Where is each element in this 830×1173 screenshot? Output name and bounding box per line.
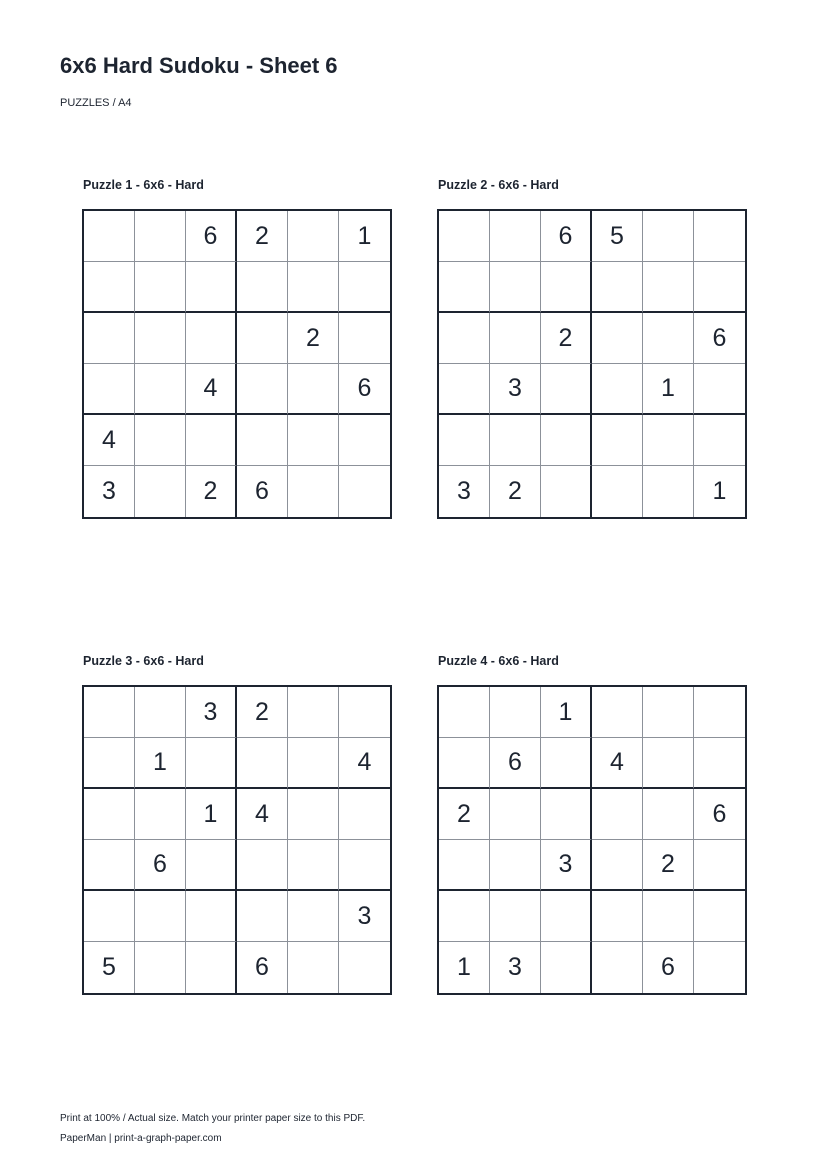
sudoku-cell[interactable]: 3: [339, 891, 390, 942]
sudoku-cell[interactable]: [237, 364, 288, 415]
sudoku-cell[interactable]: 3: [439, 466, 490, 517]
sudoku-cell[interactable]: [135, 313, 186, 364]
sudoku-cell[interactable]: [643, 891, 694, 942]
puzzle-4: [437, 653, 747, 995]
sudoku-cell[interactable]: [541, 415, 592, 466]
sudoku-cell[interactable]: 2: [186, 466, 237, 517]
sudoku-cell[interactable]: [643, 211, 694, 262]
sudoku-cell[interactable]: 3: [490, 364, 541, 415]
sudoku-cell[interactable]: 2: [237, 211, 288, 262]
sudoku-cell[interactable]: [439, 313, 490, 364]
sudoku-cell[interactable]: 6: [186, 211, 237, 262]
sudoku-cell[interactable]: [237, 738, 288, 789]
sudoku-cell[interactable]: [135, 891, 186, 942]
sudoku-cell[interactable]: 5: [592, 211, 643, 262]
sudoku-grid: [437, 209, 747, 519]
sudoku-cell[interactable]: [439, 738, 490, 789]
sudoku-grid: [82, 209, 392, 519]
footer-brand: PaperMan | print-a-graph-paper.com: [60, 1133, 222, 1144]
sudoku-cell[interactable]: 4: [186, 364, 237, 415]
sudoku-cell[interactable]: [339, 415, 390, 466]
sudoku-cell[interactable]: [694, 840, 745, 891]
sudoku-cell[interactable]: [592, 891, 643, 942]
sudoku-cell[interactable]: [490, 789, 541, 840]
puzzle-3: [82, 653, 392, 995]
sudoku-cell[interactable]: [694, 262, 745, 313]
sudoku-cell[interactable]: [84, 789, 135, 840]
sudoku-cell[interactable]: 6: [135, 840, 186, 891]
sudoku-cell[interactable]: 1: [339, 211, 390, 262]
sudoku-cell[interactable]: 2: [541, 313, 592, 364]
sudoku-cell[interactable]: [288, 840, 339, 891]
sudoku-cell[interactable]: [288, 789, 339, 840]
sudoku-cell[interactable]: 2: [490, 466, 541, 517]
sudoku-cell[interactable]: [237, 415, 288, 466]
sudoku-cell[interactable]: [439, 840, 490, 891]
sudoku-cell[interactable]: 3: [541, 840, 592, 891]
sudoku-cell[interactable]: 2: [439, 789, 490, 840]
sudoku-cell[interactable]: [490, 313, 541, 364]
sudoku-cell[interactable]: 6: [339, 364, 390, 415]
sudoku-cell[interactable]: [84, 738, 135, 789]
sudoku-cell[interactable]: [186, 891, 237, 942]
sudoku-cell[interactable]: [84, 262, 135, 313]
puzzle-label: Puzzle 1 - 6x6 - Hard: [83, 178, 204, 192]
sudoku-cell[interactable]: 4: [592, 738, 643, 789]
sudoku-cell[interactable]: [541, 364, 592, 415]
sudoku-cell[interactable]: [694, 891, 745, 942]
sudoku-cell[interactable]: [339, 840, 390, 891]
sudoku-cell[interactable]: [490, 262, 541, 313]
sudoku-cell[interactable]: [288, 738, 339, 789]
sudoku-cell[interactable]: [490, 840, 541, 891]
sudoku-cell[interactable]: [694, 942, 745, 993]
sudoku-cell[interactable]: [541, 466, 592, 517]
sudoku-cell[interactable]: [288, 262, 339, 313]
sudoku-cell[interactable]: 1: [541, 687, 592, 738]
sudoku-cell[interactable]: [643, 687, 694, 738]
sudoku-cell[interactable]: [135, 466, 186, 517]
sudoku-cell[interactable]: 3: [186, 687, 237, 738]
sudoku-cell[interactable]: [84, 313, 135, 364]
puzzle-label: Puzzle 2 - 6x6 - Hard: [438, 178, 559, 192]
sudoku-cell[interactable]: [237, 262, 288, 313]
sudoku-cell[interactable]: [237, 840, 288, 891]
sudoku-cell[interactable]: [694, 211, 745, 262]
sudoku-cell[interactable]: [135, 262, 186, 313]
sudoku-cell[interactable]: 6: [237, 942, 288, 993]
sudoku-cell[interactable]: 1: [186, 789, 237, 840]
print-instructions: Print at 100% / Actual size. Match your printer paper size to this PDF.: [60, 1113, 366, 1124]
sudoku-cell[interactable]: [439, 891, 490, 942]
sudoku-cell[interactable]: 1: [135, 738, 186, 789]
sudoku-cell[interactable]: [186, 415, 237, 466]
sudoku-cell[interactable]: 2: [288, 313, 339, 364]
sudoku-cell[interactable]: [288, 415, 339, 466]
sudoku-cell[interactable]: 1: [643, 364, 694, 415]
sudoku-cell[interactable]: [694, 687, 745, 738]
sudoku-cell[interactable]: [541, 262, 592, 313]
sudoku-cell[interactable]: [592, 840, 643, 891]
sudoku-cell[interactable]: [186, 942, 237, 993]
sudoku-cell[interactable]: [643, 313, 694, 364]
sudoku-cell[interactable]: [135, 687, 186, 738]
sudoku-grid: [82, 685, 392, 995]
sudoku-cell[interactable]: 6: [237, 466, 288, 517]
sudoku-cell[interactable]: [490, 891, 541, 942]
sudoku-cell[interactable]: [339, 262, 390, 313]
sudoku-cell[interactable]: 6: [694, 313, 745, 364]
sudoku-cell[interactable]: [186, 840, 237, 891]
sudoku-cell[interactable]: [288, 687, 339, 738]
sudoku-cell[interactable]: [694, 738, 745, 789]
sudoku-cell[interactable]: [643, 466, 694, 517]
sudoku-cell[interactable]: 2: [643, 840, 694, 891]
sudoku-cell[interactable]: [84, 840, 135, 891]
sudoku-cell[interactable]: 6: [643, 942, 694, 993]
sudoku-cell[interactable]: 1: [439, 942, 490, 993]
sudoku-cell[interactable]: [643, 415, 694, 466]
sudoku-cell[interactable]: [339, 687, 390, 738]
sudoku-cell[interactable]: [541, 891, 592, 942]
sudoku-cell[interactable]: [288, 364, 339, 415]
sudoku-cell[interactable]: [439, 415, 490, 466]
sudoku-cell[interactable]: [643, 789, 694, 840]
sudoku-cell[interactable]: [490, 211, 541, 262]
sudoku-cell[interactable]: [84, 891, 135, 942]
sudoku-cell[interactable]: [541, 738, 592, 789]
sudoku-cell[interactable]: [135, 789, 186, 840]
sudoku-cell[interactable]: [592, 313, 643, 364]
puzzle-label: Puzzle 3 - 6x6 - Hard: [83, 654, 204, 668]
sudoku-cell[interactable]: 5: [84, 942, 135, 993]
sudoku-cell[interactable]: [84, 211, 135, 262]
sudoku-cell[interactable]: [643, 738, 694, 789]
sudoku-cell[interactable]: [288, 942, 339, 993]
sudoku-cell[interactable]: 2: [237, 687, 288, 738]
sudoku-cell[interactable]: [135, 942, 186, 993]
sudoku-cell[interactable]: [592, 687, 643, 738]
sudoku-cell[interactable]: [439, 687, 490, 738]
sudoku-cell[interactable]: [186, 262, 237, 313]
sudoku-cell[interactable]: [592, 364, 643, 415]
sudoku-cell[interactable]: [592, 262, 643, 313]
sudoku-cell[interactable]: [186, 738, 237, 789]
sudoku-cell[interactable]: [592, 415, 643, 466]
sudoku-cell[interactable]: [490, 415, 541, 466]
sudoku-cell[interactable]: [186, 313, 237, 364]
sudoku-cell[interactable]: [288, 211, 339, 262]
sudoku-cell[interactable]: [592, 942, 643, 993]
sudoku-cell[interactable]: [339, 313, 390, 364]
puzzle-label: Puzzle 4 - 6x6 - Hard: [438, 654, 559, 668]
sudoku-cell[interactable]: [694, 364, 745, 415]
sudoku-cell[interactable]: 3: [84, 466, 135, 517]
sudoku-cell[interactable]: 4: [84, 415, 135, 466]
sudoku-cell[interactable]: [694, 415, 745, 466]
page-subtitle: PUZZLES / A4: [60, 97, 132, 109]
sudoku-cell[interactable]: [288, 466, 339, 517]
sudoku-cell[interactable]: [592, 466, 643, 517]
sudoku-cell[interactable]: [339, 466, 390, 517]
sudoku-cell[interactable]: 6: [490, 738, 541, 789]
sudoku-cell[interactable]: [135, 211, 186, 262]
page-title: 6x6 Hard Sudoku - Sheet 6: [60, 53, 338, 78]
sudoku-cell[interactable]: 4: [237, 789, 288, 840]
sudoku-cell[interactable]: [439, 364, 490, 415]
sudoku-grid: [437, 685, 747, 995]
sudoku-cell[interactable]: [439, 262, 490, 313]
sudoku-cell[interactable]: 3: [490, 942, 541, 993]
puzzle-2: [437, 177, 747, 519]
sudoku-cell[interactable]: 4: [339, 738, 390, 789]
sudoku-cell[interactable]: [237, 313, 288, 364]
sudoku-cell[interactable]: [541, 789, 592, 840]
sudoku-cell[interactable]: [84, 687, 135, 738]
sudoku-cell[interactable]: [439, 211, 490, 262]
sudoku-cell[interactable]: 1: [712, 477, 727, 505]
sudoku-cell[interactable]: [84, 364, 135, 415]
sudoku-cell[interactable]: [339, 789, 390, 840]
sudoku-cell[interactable]: [135, 364, 186, 415]
sudoku-cell[interactable]: 6: [694, 789, 745, 840]
sudoku-cell[interactable]: [541, 942, 592, 993]
sudoku-cell[interactable]: 6: [541, 211, 592, 262]
sudoku-cell[interactable]: [135, 415, 186, 466]
sudoku-cell[interactable]: [237, 891, 288, 942]
sudoku-cell[interactable]: [490, 687, 541, 738]
sudoku-cell[interactable]: [339, 942, 390, 993]
puzzle-1: [82, 177, 392, 519]
sudoku-cell[interactable]: [288, 891, 339, 942]
sudoku-cell[interactable]: [592, 789, 643, 840]
sudoku-cell[interactable]: [643, 262, 694, 313]
